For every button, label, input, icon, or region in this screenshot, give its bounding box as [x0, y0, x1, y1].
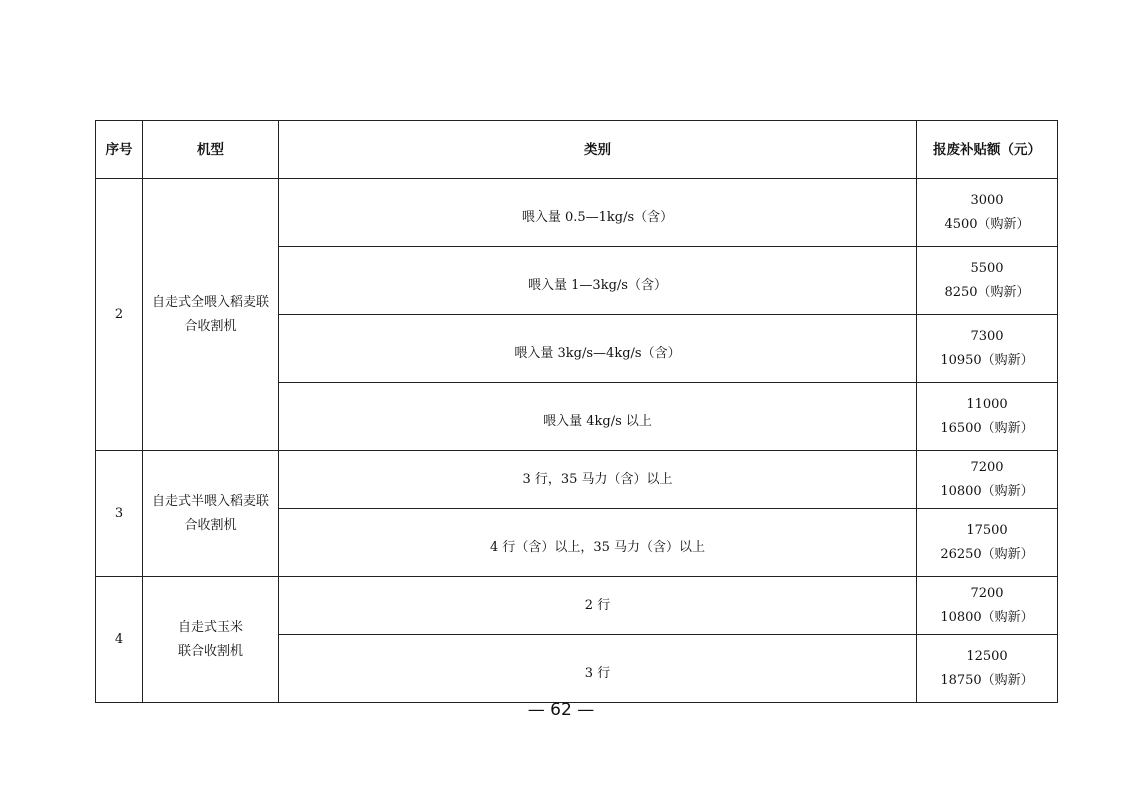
- amount-value: 17500: [966, 522, 1008, 538]
- amount-value: 7300: [970, 328, 1004, 344]
- machine-type-cell: [143, 577, 279, 703]
- table-header-row: [96, 121, 1058, 179]
- amount-value: 12500: [966, 648, 1008, 664]
- machine-type-line: 联合收割机: [177, 643, 243, 659]
- seq-cell: 3: [96, 451, 143, 577]
- amount-new-value: 10800（购新）: [940, 483, 1034, 499]
- category-cell: 3 行，35 马力（含）以上: [279, 451, 917, 509]
- seq-cell: 4: [96, 577, 143, 703]
- machine-type-line: 自走式全喂入稻麦联: [151, 294, 269, 310]
- amount-new-value: 8250（购新）: [944, 284, 1030, 300]
- machine-type-line: 自走式半喂入稻麦联: [151, 493, 269, 509]
- amount-new-value: 18750（购新）: [940, 672, 1034, 688]
- amount-value: 5500: [970, 260, 1004, 276]
- amount-cell: [917, 247, 1058, 315]
- table-row: [96, 577, 1058, 635]
- machine-type-line: 自走式玉米: [177, 619, 243, 635]
- amount-cell: [917, 383, 1058, 451]
- machine-type-cell: [143, 451, 279, 577]
- amount-new-value: 10800（购新）: [940, 609, 1034, 625]
- amount-cell: [917, 635, 1058, 703]
- machine-type-line: 合收割机: [184, 318, 237, 334]
- seq-cell: 2: [96, 179, 143, 451]
- machine-type-line: 合收割机: [184, 517, 237, 533]
- category-cell: 喂入量 1—3kg/s（含）: [279, 247, 917, 315]
- subsidy-table: [95, 120, 1058, 703]
- amount-value: 7200: [970, 585, 1004, 601]
- amount-new-value: 10950（购新）: [940, 352, 1034, 368]
- amount-value: 7200: [970, 459, 1004, 475]
- category-cell: 3 行: [279, 635, 917, 703]
- header-subsidy: 报废补贴额（元）: [917, 121, 1058, 179]
- amount-cell: [917, 577, 1058, 635]
- header-category: 类别: [279, 121, 917, 179]
- header-seq: 序号: [96, 121, 143, 179]
- category-cell: 喂入量 4kg/s 以上: [279, 383, 917, 451]
- page-number: — 62 —: [527, 700, 595, 720]
- machine-type-cell: [143, 179, 279, 451]
- category-cell: 4 行（含）以上，35 马力（含）以上: [279, 509, 917, 577]
- category-cell: 喂入量 0.5—1kg/s（含）: [279, 179, 917, 247]
- table-row: [96, 451, 1058, 509]
- category-cell: 喂入量 3kg/s—4kg/s（含）: [279, 315, 917, 383]
- amount-value: 11000: [966, 396, 1008, 412]
- amount-new-value: 4500（购新）: [944, 216, 1030, 232]
- amount-new-value: 26250（购新）: [940, 546, 1034, 562]
- header-model: 机型: [143, 121, 279, 179]
- category-cell: 2 行: [279, 577, 917, 635]
- amount-cell: [917, 179, 1058, 247]
- amount-cell: [917, 509, 1058, 577]
- amount-new-value: 16500（购新）: [940, 420, 1034, 436]
- table-row: [96, 179, 1058, 247]
- amount-cell: [917, 315, 1058, 383]
- amount-cell: [917, 451, 1058, 509]
- amount-value: 3000: [970, 192, 1004, 208]
